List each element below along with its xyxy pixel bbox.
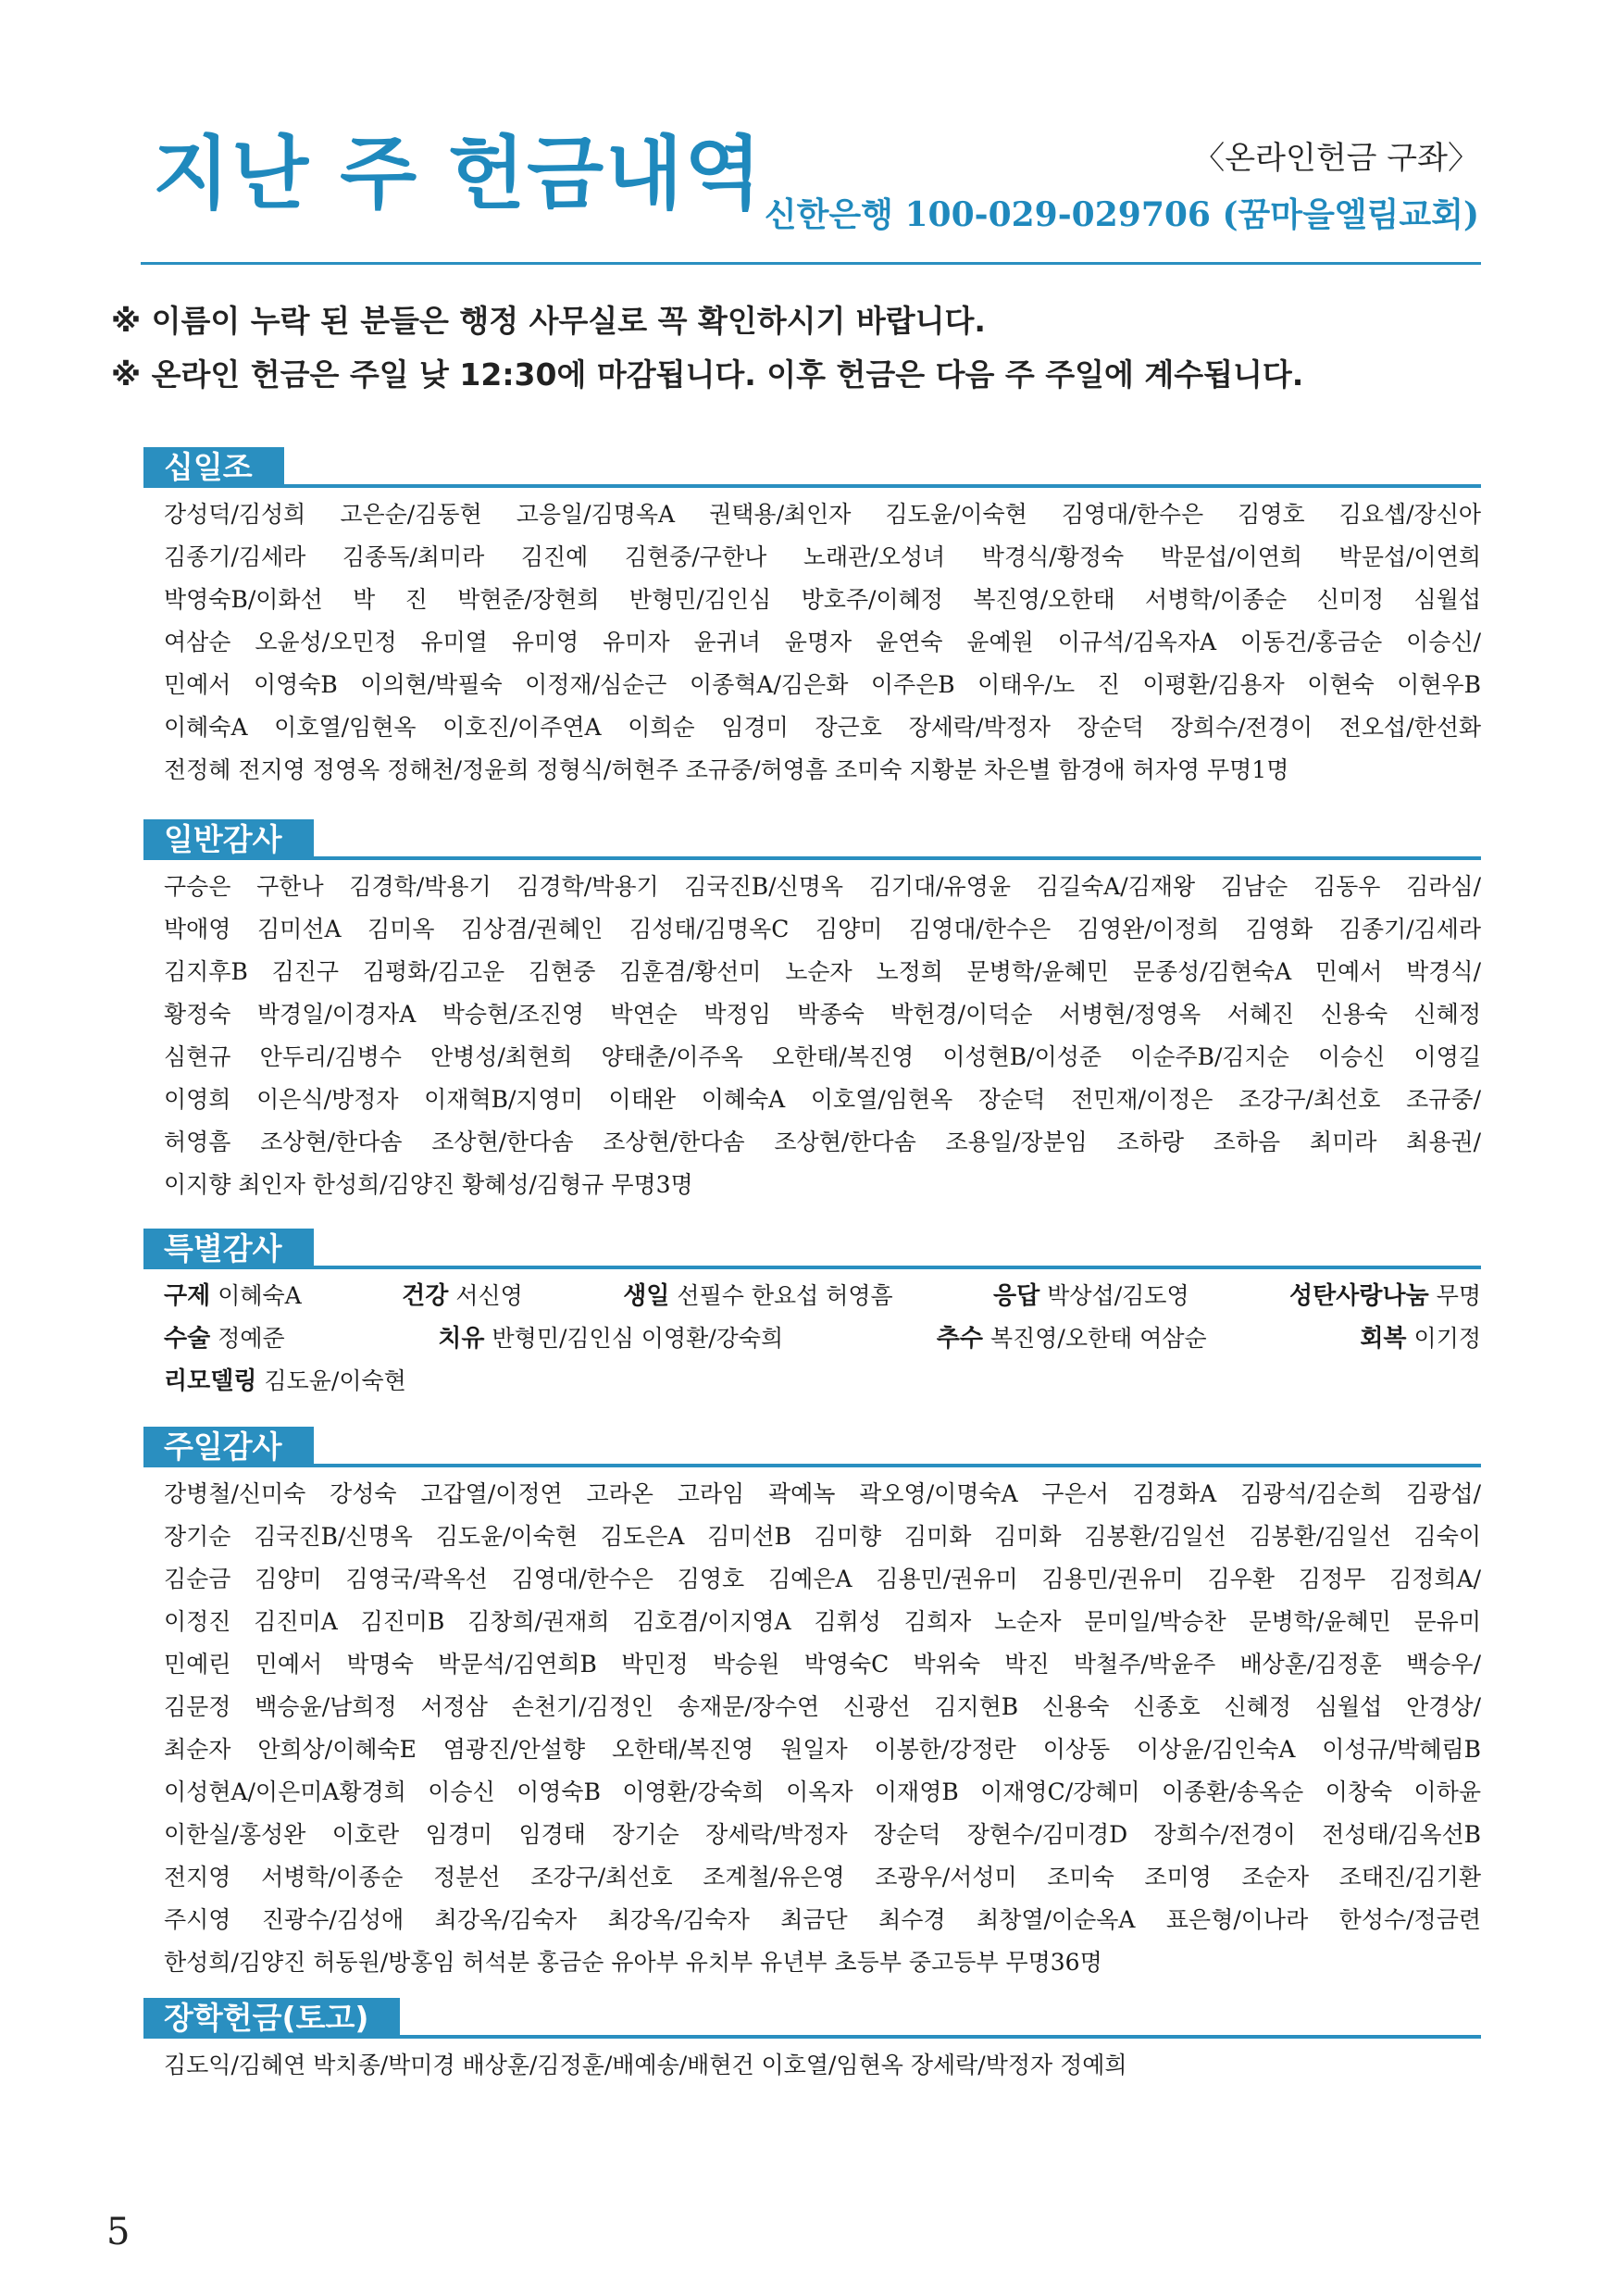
section-scholarship — [143, 1998, 1481, 2087]
section-rule — [143, 1266, 1481, 1269]
name-line: 주시영 진광수/김성애 최강옥/김숙자 최강옥/김숙자 최금단 최수경 최창열/이순옥A 표은형/이나라 한성수/정금련 — [164, 1906, 1481, 1933]
special-entry — [164, 1275, 302, 1317]
name-line: 이정진 김진미A 김진미B 김창희/권재희 김호겸/이지영A 김휘성 김희자 노순자 문미일/박승찬 문병학/윤혜민 문유미 — [164, 1608, 1481, 1635]
special-type: 건강 — [402, 1282, 449, 1310]
section-general-thanks — [143, 819, 1481, 1206]
name-line: 전지영 서병학/이종순 정분선 조강구/최선호 조계철/유은영 조광우/서성미 조미숙 조미영 조순자 조태진/김기환 — [164, 1864, 1481, 1890]
name-line: 강성덕/김성희 고은순/김동현 고응일/김명옥A 권택용/최인자 김도윤/이숙현 김영대/한수은 김영호 김요셉/장신아 — [164, 501, 1481, 528]
special-type: 생일 — [623, 1282, 670, 1310]
name-line: 장기순 김국진B/신명옥 김도윤/이숙현 김도은A 김미선B 김미향 김미화 김미화 김봉환/김일선 김봉환/김일선 김숙이 — [164, 1523, 1481, 1550]
special-entry — [937, 1317, 1207, 1360]
name-line: 김지후B 김진구 김평화/김고운 김현중 김훈겸/황선미 노순자 노정희 문병학/윤혜민 문종성/김현숙A 민예서 박경식/ — [164, 958, 1481, 985]
special-row — [164, 1317, 1481, 1360]
section-rule — [143, 484, 1481, 488]
name-line: 김도익/김혜연 박치종/박미경 배상훈/김정훈/배예송/배현건 이호열/임현옥 장세락/박정자 정예희 — [164, 2052, 1127, 2078]
section-label: 십일조 — [143, 447, 284, 488]
special-names: 이기정 — [1413, 1325, 1481, 1352]
name-list — [143, 860, 1481, 1206]
notice-online-deadline: ※ 온라인 헌금은 주일 낮 12:30에 마감됩니다. 이후 헌금은 다음 주 주일에 계수됩니다. — [111, 356, 1304, 393]
name-line: 한성희/김양진 허동원/방홍임 허석분 홍금순 유아부 유치부 유년부 초등부 중고등부 무명36명 — [164, 1949, 1102, 1976]
special-names: 박상섭/김도영 — [1047, 1282, 1189, 1309]
special-entry — [164, 1317, 285, 1360]
section-rule — [143, 1464, 1481, 1467]
special-names: 김도윤/이숙현 — [264, 1367, 406, 1394]
bank-account-info: 신한은행 100-029-029706 (꿈마을엘림교회) — [764, 195, 1479, 234]
name-line: 여삼순 오윤성/오민정 유미열 유미영 유미자 윤귀녀 윤명자 윤연숙 윤예원 이규석/김옥자A 이동건/홍금순 이승신/ — [164, 629, 1481, 655]
section-rule — [143, 856, 1481, 860]
section-label: 특별감사 — [143, 1229, 314, 1269]
special-entry — [1289, 1275, 1481, 1317]
name-line: 이한실/홍성완 이호란 임경미 임경태 장기순 장세락/박정자 장순덕 장현수/김미경D 장희수/전경이 전성태/김옥선B — [164, 1821, 1481, 1848]
section-label: 주일감사 — [143, 1427, 314, 1467]
name-line: 박애영 김미선A 김미옥 김상겸/권혜인 김성태/김명옥C 김양미 김영대/한수은 김영완/이정희 김영화 김종기/김세라 — [164, 916, 1481, 942]
section-sunday-thanks — [143, 1427, 1481, 1984]
name-line: 허영흠 조상현/한다솜 조상현/한다솜 조상현/한다솜 조상현/한다솜 조용일/장분임 조하랑 조하음 최미라 최용권/ — [164, 1129, 1481, 1155]
special-entry — [1360, 1317, 1481, 1360]
name-line: 민예린 민예서 박명숙 박문석/김연희B 박민정 박승원 박영숙C 박위숙 박진 박철주/박윤주 배상훈/김정훈 백승우/ — [164, 1651, 1481, 1678]
name-line: 황정숙 박경일/이경자A 박승현/조진영 박연순 박정임 박종숙 박헌경/이덕순 서병현/정영옥 서혜진 신용숙 신혜정 — [164, 1001, 1481, 1028]
name-line: 이성현A/이은미A황경희 이승신 이영숙B 이영환/강숙희 이옥자 이재영B 이재영C/강혜미 이종환/송옥순 이창숙 이하윤 — [164, 1778, 1481, 1805]
section-special-thanks — [143, 1229, 1481, 1403]
name-line: 박영숙B/이화선 박 진 박현준/장현희 반형민/김인심 방호주/이혜정 복진영/오한태 서병학/이종순 신미정 심월섭 — [164, 586, 1481, 613]
special-names: 정예준 — [218, 1325, 285, 1352]
notice-list — [111, 294, 1303, 402]
name-line: 전정혜 전지영 정영옥 정해천/정윤희 정형식/허현주 조규중/허영흠 조미숙 지황분 차은별 함경애 허자영 무명1명 — [164, 756, 1289, 783]
section-label: 장학헌금(토고) — [143, 1998, 400, 2039]
name-line: 심현규 안두리/김병수 안병성/최현희 양태춘/이주옥 오한태/복진영 이성현B/이성준 이순주B/김지순 이승신 이영길 — [164, 1043, 1481, 1070]
section-header — [143, 1229, 1481, 1269]
name-line: 최순자 안희상/이혜숙E 염광진/안설향 오한태/복진영 원일자 이봉한/강정란 이상동 이상윤/김인숙A 이성규/박혜림B — [164, 1736, 1481, 1763]
notice-missing-names: ※ 이름이 누락 된 분들은 행정 사무실로 꼭 확인하시기 바랍니다. — [111, 303, 986, 339]
name-line: 김문정 백승윤/남희정 서정삼 손천기/김정인 송재문/장수연 신광선 김지현B 신용숙 신종호 신혜정 심월섭 안경상/ — [164, 1693, 1481, 1720]
name-line: 구승은 구한나 김경학/박용기 김경학/박용기 김국진B/신명옥 김기대/유영윤 김길숙A/김재왕 김남순 김동우 김라심/ — [164, 873, 1481, 900]
name-list — [143, 1467, 1481, 1984]
special-thanks-grid — [143, 1269, 1481, 1403]
special-names: 서신영 — [455, 1282, 523, 1309]
name-line: 이영희 이은식/방정자 이재혁B/지영미 이태완 이혜숙A 이호열/임현옥 장순덕 전민재/이정은 조강구/최선호 조규중/ — [164, 1086, 1481, 1113]
section-header — [143, 819, 1481, 860]
name-line: 민예서 이영숙B 이의현/박필숙 이정재/심순근 이종혁A/김은화 이주은B 이태우/노 진 이평환/김용자 이현숙 이현우B — [164, 671, 1481, 698]
special-names: 반형민/김인심 이영환/강숙희 — [492, 1325, 784, 1352]
page-number: 5 — [106, 2211, 131, 2253]
name-list — [143, 2039, 1481, 2087]
section-header — [143, 1427, 1481, 1467]
special-entry — [623, 1275, 892, 1317]
special-names: 무명 — [1436, 1282, 1481, 1309]
online-account-label: 〈온라인헌금 구좌〉 — [1193, 140, 1479, 177]
section-header — [143, 1998, 1481, 2039]
name-list — [143, 488, 1481, 792]
special-type: 성탄사랑나눔 — [1288, 1282, 1429, 1310]
special-type: 리모델링 — [164, 1367, 257, 1395]
name-line: 김종기/김세라 김종독/최미라 김진예 김현중/구한나 노래관/오성녀 박경식/황정숙 박문섭/이연희 박문섭/이연희 — [164, 543, 1481, 570]
name-line: 김순금 김양미 김영국/곽옥선 김영대/한수은 김영호 김예은A 김용민/권유미 김용민/권유미 김우환 김정무 김정희A/ — [164, 1566, 1481, 1592]
title-divider — [141, 262, 1481, 265]
name-line: 이지향 최인자 한성희/김양진 황혜성/김형규 무명3명 — [164, 1171, 693, 1198]
special-entry — [993, 1275, 1189, 1317]
special-names: 이혜숙A — [218, 1282, 302, 1309]
section-label: 일반감사 — [143, 819, 314, 860]
special-type: 수술 — [164, 1325, 211, 1353]
special-type: 추수 — [936, 1325, 983, 1353]
special-type: 구제 — [164, 1282, 211, 1310]
page-title: 지난 주 헌금내역 — [153, 128, 764, 220]
special-names: 복진영/오한태 여삼순 — [989, 1325, 1207, 1352]
special-entry — [164, 1360, 406, 1403]
special-type: 회복 — [1360, 1325, 1407, 1353]
name-line: 이혜숙A 이호열/임현옥 이호진/이주연A 이희순 임경미 장근호 장세락/박정자 장순덕 장희수/전경이 전오섭/한선화 — [164, 714, 1481, 741]
special-entry — [402, 1275, 523, 1317]
section-header — [143, 447, 1481, 488]
special-names: 선필수 한요섭 허영흠 — [677, 1282, 893, 1309]
name-line: 강병철/신미숙 강성숙 고갑열/이정연 고라온 고라임 곽예녹 곽오영/이명숙A 구은서 김경화A 김광석/김순희 김광섭/ — [164, 1480, 1481, 1507]
special-row — [164, 1360, 1481, 1403]
special-row — [164, 1275, 1481, 1317]
special-type: 치유 — [438, 1325, 485, 1353]
section-tithe — [143, 447, 1481, 792]
special-entry — [438, 1317, 783, 1360]
special-type: 응답 — [993, 1282, 1040, 1310]
